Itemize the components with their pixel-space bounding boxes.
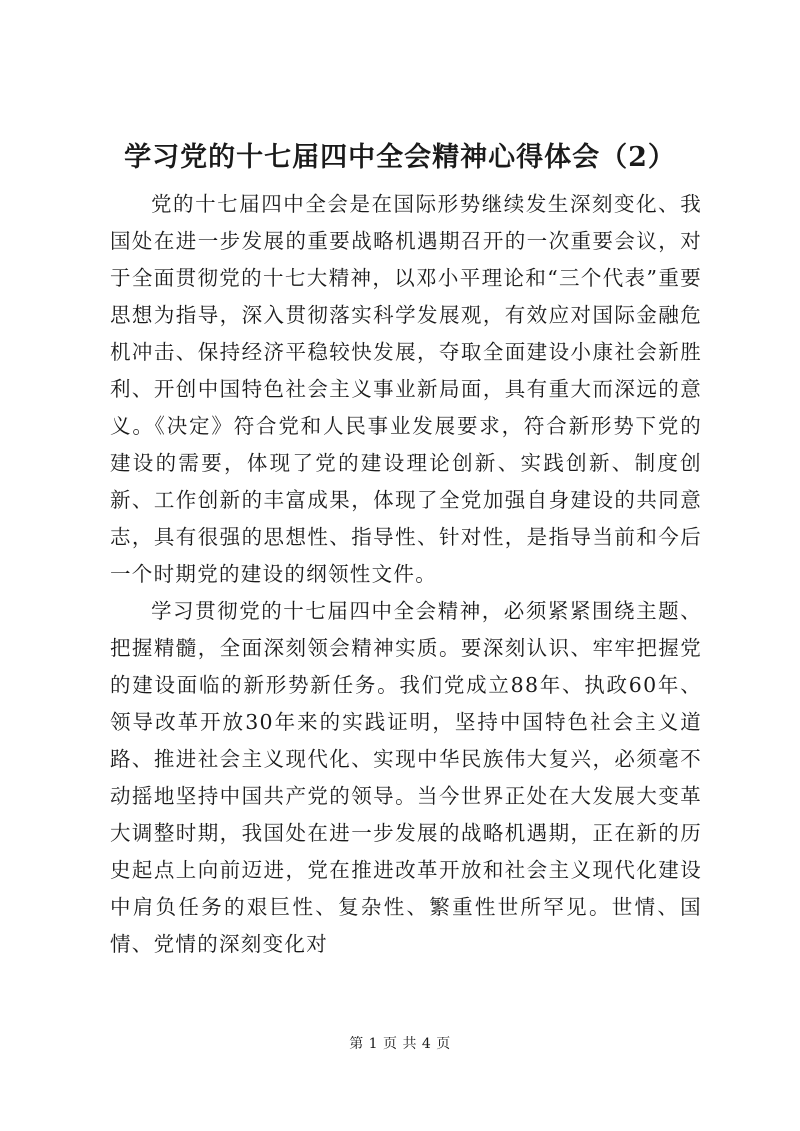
document-title: 学习党的十七届四中全会精神心得体会（2） <box>124 142 676 173</box>
document-body <box>110 186 702 963</box>
paragraph-1: 党的十七届四中全会是在国际形势继续发生深刻变化、我国处在进一步发展的重要战略机遇期召开的一次重要会议，对于全面贯彻党的十七大精神，以邓小平理论和“三个代表”重要思想为指导，深入贯彻落实科学发展观，有效应对国际金融危机冲击、保持经济平稳较快发展，夺取全面建设小康社会新胜利、开创中国特色社会主义事业新局面，具有重大而深远的意义。《决定》符合党和人民事业发展要求，符合新形势下党的建设的需要，体现了党的建设理论创新、实践创新、制度创新、工作创新的丰富成果，体现了全党加强自身建设的共同意志，具有很强的思想性、指导性、针对性，是指导当前和今后一个时期党的建设的纲领性文件。 <box>110 192 702 586</box>
page-number-footer: 第 1 页 共 4 页 <box>349 1036 451 1052</box>
paragraph-2: 学习贯彻党的十七届四中全会精神，必须紧紧围绕主题、把握精髓，全面深刻领会精神实质。要深刻认识、牢牢把握党的建设面临的新形势新任务。我们党成立88年、执政60年、领导改革开放30年来的实践证明，坚持中国特色社会主义道路、推进社会主义现代化、实现中华民族伟大复兴，必须毫不动摇地坚持中国共产党的领导。当今世界正处在大发展大变革大调整时期，我国处在进一步发展的战略机遇期，正在新的历史起点上向前迈进，党在推进改革开放和社会主义现代化建设中肩负任务的艰巨性、复杂性、繁重性世所罕见。世情、国情、党情的深刻变化对 <box>110 599 702 956</box>
